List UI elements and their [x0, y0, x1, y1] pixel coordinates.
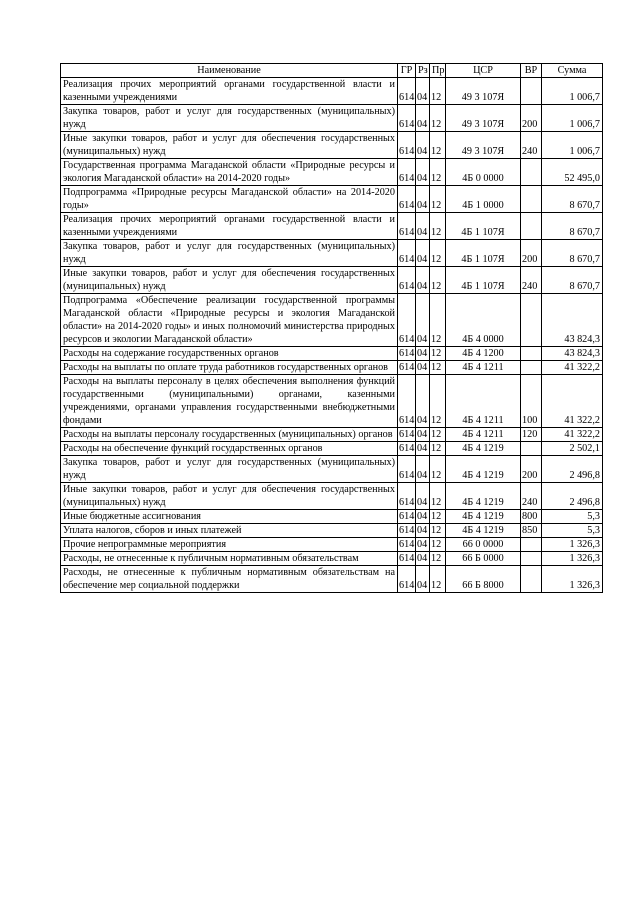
cell-gr: 614 — [398, 566, 416, 593]
cell-pr: 12 — [430, 456, 446, 483]
cell-sum: 2 496,8 — [542, 456, 603, 483]
cell-sum: 2 502,1 — [542, 442, 603, 456]
table-row — [61, 347, 603, 361]
table-row — [61, 442, 603, 456]
cell-vr — [521, 159, 542, 186]
cell-rz: 04 — [416, 510, 430, 524]
cell-name: Расходы на выплаты по оплате труда работников государственных органов — [61, 361, 398, 375]
cell-csr: 4Б 4 1219 — [446, 510, 521, 524]
cell-gr: 614 — [399, 511, 415, 522]
cell-gr: 614 — [398, 159, 416, 186]
cell-rz: 04 — [416, 552, 430, 566]
cell-csr: 4Б 4 1200 — [446, 347, 521, 361]
cell-csr: 4Б 1 107Я — [446, 240, 521, 267]
cell-sum: 5,3 — [542, 524, 603, 538]
cell-sum: 1 326,3 — [542, 552, 603, 566]
cell-gr: 614 — [398, 105, 416, 132]
cell-rz: 04 — [416, 213, 430, 240]
header-gr: ГР — [398, 64, 416, 78]
cell-csr: 4Б 4 1219 — [446, 483, 521, 510]
cell-name: Расходы на выплаты персоналу государственных (муниципальных) органов — [61, 428, 398, 442]
cell-name: Иные закупки товаров, работ и услуг для обеспечения государственных (муниципальных) нужд — [61, 483, 398, 510]
table-row — [61, 524, 603, 538]
cell-sum: 1 006,7 — [542, 78, 603, 105]
cell-rz: 04 — [416, 524, 430, 538]
cell-csr: 4Б 4 0000 — [446, 294, 521, 347]
cell-gr: 614 — [398, 132, 416, 159]
table-row — [61, 267, 603, 294]
cell-csr: 49 3 107Я — [446, 132, 521, 159]
cell-name: Расходы на обеспечение функций государственных органов — [61, 442, 398, 456]
cell-rz: 04 — [416, 566, 430, 593]
cell-vr — [521, 78, 542, 105]
cell-sum: 43 824,3 — [542, 347, 603, 361]
cell-vr: 800 — [521, 510, 542, 524]
cell-pr: 12 — [430, 240, 446, 267]
cell-sum: 8 670,7 — [542, 213, 603, 240]
cell-rz: 04 — [416, 347, 430, 361]
cell-sum: 52 495,0 — [542, 159, 603, 186]
cell-vr: 240 — [521, 483, 542, 510]
cell-csr: 4Б 1 107Я — [446, 267, 521, 294]
cell-gr: 614 — [399, 525, 415, 536]
cell-csr: 4Б 0 0000 — [446, 159, 521, 186]
cell-name: Прочие непрограммные мероприятия — [61, 538, 398, 552]
cell-vr — [521, 361, 542, 375]
cell-vr: 200 — [521, 240, 542, 267]
cell-sum: 5,3 — [542, 510, 603, 524]
cell-vr — [521, 538, 542, 552]
cell-pr: 12 — [430, 524, 446, 538]
cell-csr: 4Б 4 1211 — [446, 361, 521, 375]
cell-csr: 4Б 1 107Я — [446, 213, 521, 240]
table-row — [61, 538, 603, 552]
cell-rz: 04 — [416, 361, 430, 375]
cell-csr: 4Б 4 1219 — [446, 456, 521, 483]
cell-vr — [521, 347, 542, 361]
table-row — [61, 213, 603, 240]
cell-sum: 1 326,3 — [542, 566, 603, 593]
header-sum: Сумма — [542, 64, 603, 78]
cell-vr: 200 — [521, 105, 542, 132]
cell-pr: 12 — [430, 347, 446, 361]
cell-rz: 04 — [416, 78, 430, 105]
cell-gr: 614 — [398, 456, 416, 483]
table-row — [61, 186, 603, 213]
cell-vr — [521, 186, 542, 213]
cell-rz: 04 — [416, 538, 430, 552]
cell-name: Расходы на содержание государственных органов — [61, 347, 398, 361]
cell-vr: 240 — [521, 132, 542, 159]
cell-name: Расходы, не отнесенные к публичным нормативным обязательствам на обеспечение мер социальной поддержки — [61, 566, 398, 593]
cell-pr: 12 — [430, 510, 446, 524]
cell-gr: 614 — [398, 186, 416, 213]
cell-name: Уплата налогов, сборов и иных платежей — [61, 524, 398, 538]
cell-csr: 49 3 107Я — [446, 105, 521, 132]
cell-sum: 41 322,2 — [542, 428, 603, 442]
cell-csr: 4Б 4 1211 — [446, 428, 521, 442]
cell-rz: 04 — [416, 132, 430, 159]
cell-gr: 614 — [399, 553, 415, 564]
table-row — [61, 105, 603, 132]
header-rz: Рз — [416, 64, 430, 78]
cell-gr: 614 — [399, 362, 415, 373]
table-row — [61, 294, 603, 347]
cell-csr: 66 0 0000 — [446, 538, 521, 552]
table-row — [61, 240, 603, 267]
cell-vr: 850 — [521, 524, 542, 538]
cell-vr: 120 — [521, 428, 542, 442]
cell-name: Закупка товаров, работ и услуг для государственных (муниципальных) нужд — [61, 456, 398, 483]
cell-pr: 12 — [430, 552, 446, 566]
cell-rz: 04 — [416, 375, 430, 428]
cell-csr: 4Б 4 1219 — [446, 442, 521, 456]
cell-pr: 12 — [430, 566, 446, 593]
cell-sum: 8 670,7 — [542, 267, 603, 294]
header-csr: ЦСР — [446, 64, 521, 78]
table-row — [61, 510, 603, 524]
cell-sum: 1 006,7 — [542, 132, 603, 159]
cell-name: Иные закупки товаров, работ и услуг для обеспечения государственных (муниципальных) нужд — [61, 267, 398, 294]
cell-pr: 12 — [430, 267, 446, 294]
cell-rz: 04 — [416, 240, 430, 267]
cell-name: Реализация прочих мероприятий органами государственной власти и казенными учреждениями — [61, 78, 398, 105]
cell-pr: 12 — [430, 105, 446, 132]
cell-pr: 12 — [430, 442, 446, 456]
table-row — [61, 132, 603, 159]
cell-vr — [521, 442, 542, 456]
cell-sum: 41 322,2 — [542, 375, 603, 428]
cell-pr: 12 — [430, 132, 446, 159]
cell-vr: 100 — [521, 375, 542, 428]
table-row — [61, 159, 603, 186]
cell-sum: 43 824,3 — [542, 294, 603, 347]
cell-name: Расходы на выплаты персоналу в целях обеспечения выполнения функций государственными (муниципальными) органами, казенными учреждениями, органами управления государственными внебюджетными фондами — [61, 375, 398, 428]
cell-vr: 240 — [521, 267, 542, 294]
table-row — [61, 361, 603, 375]
cell-csr: 66 Б 8000 — [446, 566, 521, 593]
cell-pr: 12 — [430, 186, 446, 213]
cell-name: Подпрограмма «Обеспечение реализации государственной программы Магаданской области «Природные ресурсы и экология Магаданской области» на 2014-2020 годы» и иных полномочий министерства природных ресурсов и экологии Магаданской области» — [61, 294, 398, 347]
table-row — [61, 375, 603, 428]
cell-pr: 12 — [430, 375, 446, 428]
cell-gr: 614 — [398, 294, 416, 347]
cell-rz: 04 — [416, 456, 430, 483]
cell-gr: 614 — [398, 483, 416, 510]
table-row — [61, 552, 603, 566]
cell-rz: 04 — [416, 428, 430, 442]
cell-rz: 04 — [416, 159, 430, 186]
cell-name: Иные бюджетные ассигнования — [61, 510, 398, 524]
cell-name: Иные закупки товаров, работ и услуг для обеспечения государственных (муниципальных) нужд — [61, 132, 398, 159]
budget-table — [60, 63, 603, 593]
header-pr: Пр — [430, 64, 446, 78]
cell-csr: 66 Б 0000 — [446, 552, 521, 566]
cell-name: Закупка товаров, работ и услуг для государственных (муниципальных) нужд — [61, 240, 398, 267]
cell-sum: 1 006,7 — [542, 105, 603, 132]
cell-gr: 614 — [398, 240, 416, 267]
cell-rz: 04 — [416, 267, 430, 294]
cell-name: Подпрограмма «Природные ресурсы Магаданской области» на 2014-2020 годы» — [61, 186, 398, 213]
cell-rz: 04 — [416, 483, 430, 510]
cell-rz: 04 — [416, 294, 430, 347]
cell-pr: 12 — [430, 428, 446, 442]
cell-gr: 614 — [398, 213, 416, 240]
cell-sum: 8 670,7 — [542, 186, 603, 213]
table-body — [61, 78, 603, 593]
cell-vr — [521, 552, 542, 566]
table-header-row — [61, 64, 603, 78]
cell-vr — [521, 566, 542, 593]
cell-gr: 614 — [399, 348, 415, 359]
table-row — [61, 483, 603, 510]
cell-pr: 12 — [430, 483, 446, 510]
cell-gr: 614 — [399, 443, 415, 454]
cell-sum: 41 322,2 — [542, 361, 603, 375]
cell-gr: 614 — [399, 539, 415, 550]
cell-sum: 8 670,7 — [542, 240, 603, 267]
cell-sum: 1 326,3 — [542, 538, 603, 552]
cell-vr — [521, 213, 542, 240]
cell-csr: 4Б 4 1219 — [446, 524, 521, 538]
table-row — [61, 428, 603, 442]
cell-pr: 12 — [430, 294, 446, 347]
table-row — [61, 78, 603, 105]
cell-vr — [521, 294, 542, 347]
cell-csr: 49 3 107Я — [446, 78, 521, 105]
cell-pr: 12 — [430, 538, 446, 552]
table-row — [61, 456, 603, 483]
cell-pr: 12 — [430, 159, 446, 186]
header-name: Наименование — [61, 64, 398, 78]
cell-name: Государственная программа Магаданской области «Природные ресурсы и экология Магаданской области» на 2014-2020 годы» — [61, 159, 398, 186]
cell-csr: 4Б 4 1211 — [446, 375, 521, 428]
cell-name: Закупка товаров, работ и услуг для государственных (муниципальных) нужд — [61, 105, 398, 132]
cell-rz: 04 — [416, 186, 430, 213]
table-row — [61, 566, 603, 593]
cell-vr: 200 — [521, 456, 542, 483]
cell-csr: 4Б 1 0000 — [446, 186, 521, 213]
cell-sum: 2 496,8 — [542, 483, 603, 510]
header-vr: ВР — [521, 64, 542, 78]
cell-pr: 12 — [430, 361, 446, 375]
cell-name: Реализация прочих мероприятий органами государственной власти и казенными учреждениями — [61, 213, 398, 240]
cell-rz: 04 — [416, 442, 430, 456]
cell-pr: 12 — [430, 213, 446, 240]
cell-pr: 12 — [430, 78, 446, 105]
cell-gr: 614 — [398, 267, 416, 294]
cell-rz: 04 — [416, 105, 430, 132]
cell-name: Расходы, не отнесенные к публичным нормативным обязательствам — [61, 552, 398, 566]
cell-gr: 614 — [398, 78, 416, 105]
cell-gr: 614 — [399, 429, 415, 440]
cell-gr: 614 — [398, 375, 416, 428]
